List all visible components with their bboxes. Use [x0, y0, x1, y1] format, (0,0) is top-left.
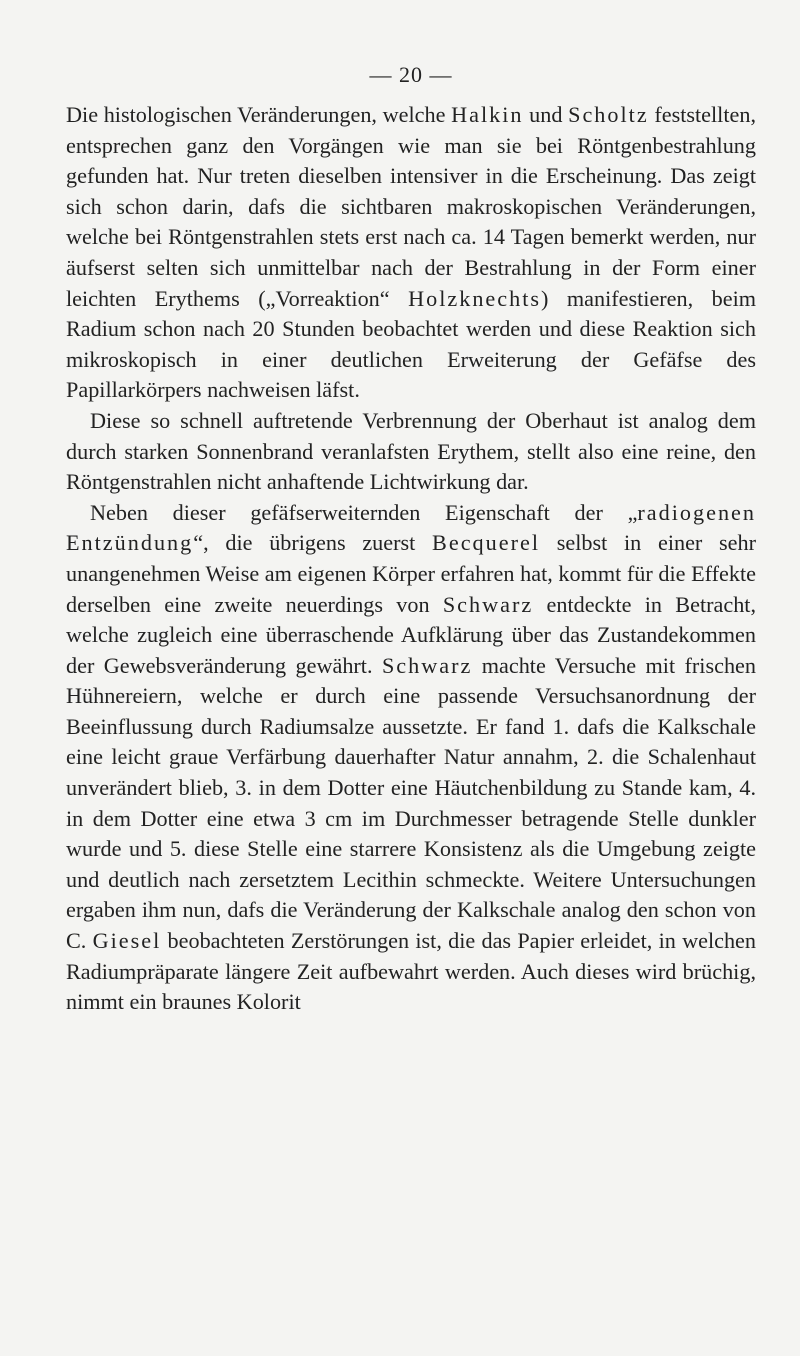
text-segment: Neben dieser gefäfserweiternden Eigenschaft der „	[90, 499, 638, 525]
text-segment: entdeckte in Betracht, welche zugleich eine überraschende Aufklärung über das Zustandekommen der Gewebsveränderung gewährt.	[66, 591, 756, 678]
text-segment: und	[523, 102, 569, 127]
text-segment: machte Versuche mit frischen Hühnereiern, welche er durch eine passende Versuchsanordnung der Beeinflussung durch Radiumsalze aussetzte. Er fand 1. dafs die Kalkschale eine leicht graue Verfärbung dauerhafter Natur annahm, 2. die Schalenhaut unverändert blieb, 3. in dem Dotter eine Häutchenbildung zu Stande kam, 4. in dem Dotter eine etwa 3 cm im Durchmesser betragende Stelle dunkler wurde und 5. diese Stelle eine starrere Konsistenz als die Umgebung zeigte und deutlich nach zersetztem Lecithin schmeckte. Weitere Untersuchungen ergaben ihm nun, dafs die Veränderung der Kalkschale analog den schon von C.	[66, 652, 756, 954]
text-segment: Die histologischen Veränderungen, welche	[66, 102, 452, 127]
term-radiogene-entzuendung: radiogenen Entzündung	[66, 499, 756, 556]
text-segment: feststellten, entsprechen ganz den Vorgängen wie man sie bei Röntgenbestrahlung gefunden hat. Nur treten dieselben intensiver in die Erscheinung. Das zeigt sich schon darin, dafs die sichtbaren makroskopischen Veränderungen, welche bei Röntgenstrahlen stets erst nach ca. 14 Tagen bemerkt werden, nur äufserst selten sich unmittelbar nach der Bestrahlung in der Form einer leichten Erythems („Vorreaktion“	[66, 102, 756, 311]
text-segment: Diese so schnell auftretende Verbrennung der Oberhaut ist analog dem durch starken Sonnenbrand veranlafsten Erythem, stellt also eine reine, den Röntgenstrahlen nicht anhaftende Lichtwirkung dar.	[66, 407, 756, 495]
author-name-scholtz: Scholtz	[568, 102, 649, 127]
text-segment: “, die übrigens zuerst	[193, 530, 433, 556]
text-segment: ) manifestieren, beim Radium schon nach 20 Stunden beobachtet werden und diese Reaktion sich mikroskopisch in einer deutlichen Erweiterung der Gefäfse des Papillarkörpers nachweisen läfst.	[66, 285, 757, 403]
author-name-giesel: Giesel	[92, 928, 162, 954]
paragraph-3	[66, 498, 756, 1018]
page-number: — 20 —	[369, 62, 453, 87]
author-name-schwarz: Schwarz	[442, 591, 534, 617]
author-name-holzknecht: Holzknechts	[408, 285, 542, 311]
text-segment: selbst in einer sehr unangenehmen Weise am eigenen Körper erfahren hat, kommt für die Effekte derselben eine zweite neuerdings von	[66, 530, 757, 617]
paragraph-2	[66, 406, 756, 498]
paragraph-1	[66, 100, 756, 406]
author-name-halkin: Halkin	[451, 102, 524, 127]
text-segment: beobachteten Zerstörungen ist, die das Papier erleidet, in welchen Radiumpräparate längere Zeit aufbewahrt werden. Auch dieses wird brüchig, nimmt ein braunes Kolorit	[66, 928, 756, 1015]
author-name-schwarz: Schwarz	[381, 652, 473, 678]
author-name-becquerel: Becquerel	[432, 530, 540, 556]
